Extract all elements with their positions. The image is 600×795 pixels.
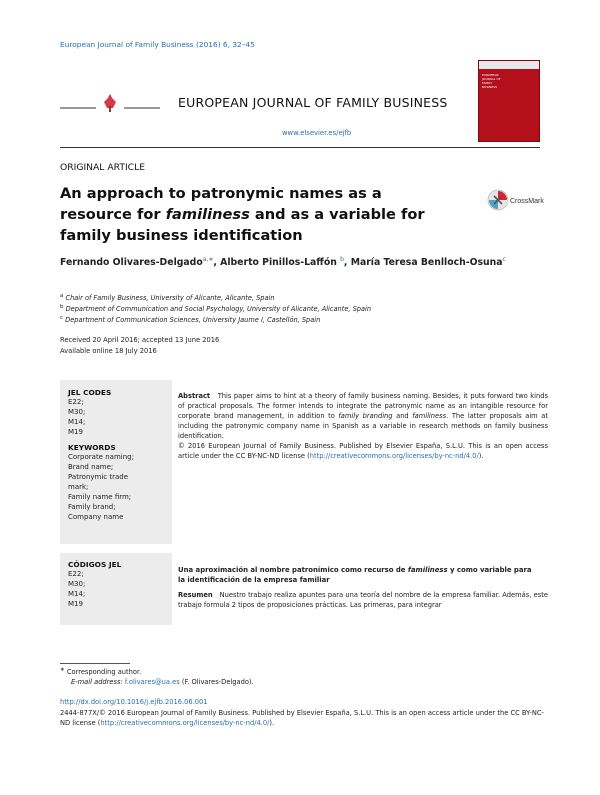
- spanish-title: Una aproximación al nombre patronímico como recurso de familiness y como variable para la identificación de la empresa familiar: [178, 566, 532, 584]
- journal-cover-thumbnail: EUROPEAN JOURNAL OF FAMILY BUSINESS: [478, 60, 540, 142]
- license-link-footer[interactable]: http://creativecommons.org/licenses/by-nc-nd/4.0/: [100, 719, 270, 727]
- author-sup[interactable]: c: [502, 256, 506, 263]
- keywords-heading: KEYWORDS: [68, 443, 116, 452]
- article-title: An approach to patronymic names as a resource for familiness and as a variable for family business identification: [60, 185, 425, 244]
- author-name: Alberto Pinillos-Laffón: [220, 257, 337, 269]
- keyword: Brand name;: [68, 463, 114, 471]
- journal-title: EUROPEAN JOURNAL OF FAMILY BUSINESS: [178, 95, 448, 110]
- email-note: E-mail address: f.olivares@ua.es (F. Olivares-Delgado).: [71, 678, 254, 686]
- jel-code: M14;: [68, 418, 86, 426]
- keyword: Patronymic trade: [68, 473, 129, 481]
- journal-url[interactable]: www.elsevier.es/ejfb: [282, 129, 352, 137]
- header-rule: [60, 147, 540, 148]
- jel-code: M30;: [68, 580, 86, 588]
- article-type: ORIGINAL ARTICLE: [60, 162, 146, 173]
- author-sup[interactable]: a,∗: [202, 256, 214, 263]
- affiliation-c: $^c$ Department of Communication Sciences, University Jaume I, Castellón, Spain: [60, 315, 321, 325]
- abstract: Abstract This paper aims to hint at a theory of family business naming. Besides, it puts forward two kinds of practical proposals. The former intends to integrate the patronymic name as an intangible resource for corporate brand management, in addition to family branding and familiness. The latter proposals aim at including the patronymic company name in Spanish as a variable in research methods on family business identification. © 2016 European Journal of Family Business. Published by Elsevier España, S.L.U. This is an open access article under the CC BY-NC-ND license (http://creativecommons.org/licenses/by-nc-nd/4.0/).: [178, 392, 548, 460]
- doi-link[interactable]: http://dx.doi.org/10.1016/j.ejfb.2016.06.001: [60, 698, 208, 706]
- keyword: mark;: [68, 483, 89, 491]
- author-name: María Teresa Benlloch-Osuna: [350, 257, 503, 269]
- keywords-box: [60, 380, 172, 544]
- author-name: Fernando Olivares-Delgado: [60, 257, 203, 269]
- elsevier-logo: [60, 88, 160, 118]
- received-date: Received 20 April 2016; accepted 13 June 2016: [60, 336, 220, 344]
- jel-code: M14;: [68, 590, 86, 598]
- crossmark-icon[interactable]: [486, 188, 546, 212]
- codigos-box: [60, 553, 172, 625]
- jel-code: E22;: [68, 570, 84, 578]
- affiliation-a: $^a$ Chair of Family Business, University of Alicante, Alicante, Spain: [60, 293, 275, 303]
- keyword: Corporate naming;: [68, 453, 134, 461]
- codigos-jel-heading: CÓDIGOS JEL: [68, 560, 122, 569]
- author-sup[interactable]: b: [340, 256, 344, 263]
- copyright-footer: 2444-877X/© 2016 European Journal of Family Business. Published by Elsevier España, S.L.U. This is an open access article under the CC BY-NC-ND license (http://creativecommons.org/licenses/by-nc-nd/4.0/).: [60, 709, 544, 727]
- jel-code: M30;: [68, 408, 86, 416]
- jel-code: M19: [68, 428, 83, 436]
- online-date: Available online 18 July 2016: [60, 347, 157, 355]
- jel-codes-heading: JEL CODES: [68, 388, 112, 397]
- keyword: Family name firm;: [68, 493, 132, 501]
- resumen: Resumen Nuestro trabajo realiza apuntes para una teoría del nombre de la empresa familiar. Además, este trabajo formula 2 tipos de proposiciones prácticas. Las primeras, para integrar: [178, 591, 548, 609]
- crossmark-label: CrossMark: [510, 198, 544, 205]
- keyword: Family brand;: [68, 503, 116, 511]
- affiliation-b: $^b$ Department of Communication and Social Psychology, University of Alicante, Alicante, Spain: [60, 304, 371, 314]
- license-link[interactable]: http://creativecommons.org/licenses/by-nc-nd/4.0/: [309, 452, 479, 460]
- keyword: Company name: [68, 513, 124, 521]
- running-head: European Journal of Family Business (2016) 6, 32–45: [60, 40, 255, 49]
- jel-code: E22;: [68, 398, 84, 406]
- author-list: Fernando Olivares-Delgado$^{a,∗}$, Alberto Pinillos-Laffón $^b$, María Teresa Benlloch-Osuna$^c$: [60, 256, 506, 269]
- corresponding-author-note: ∗ Corresponding author.: [60, 667, 142, 677]
- jel-code: M19: [68, 600, 83, 608]
- email-link[interactable]: f.olivares@ua.es: [124, 678, 180, 686]
- footnote-rule: [60, 663, 130, 664]
